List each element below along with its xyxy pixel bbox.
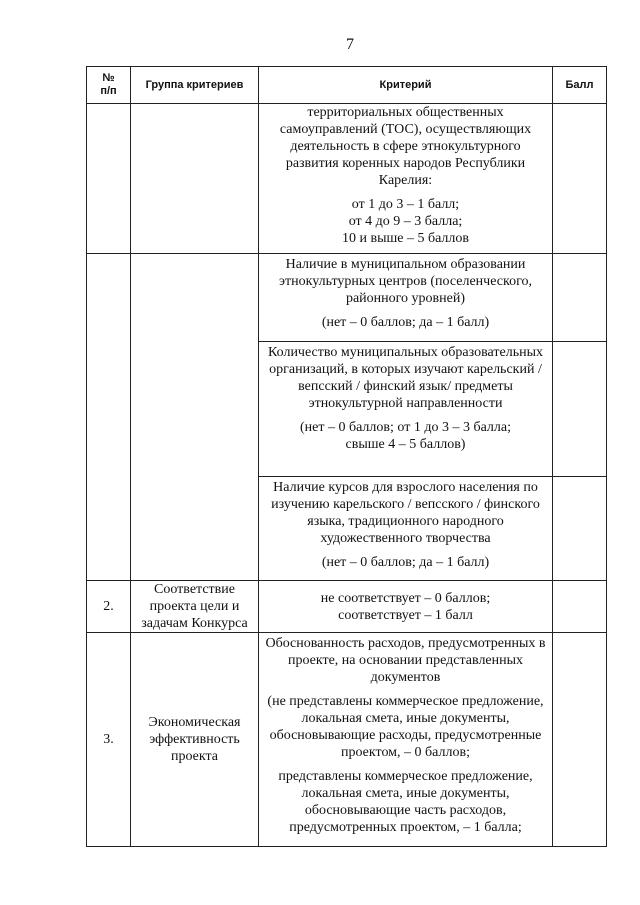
row-group-cell <box>131 254 259 581</box>
criteria-table <box>86 66 607 847</box>
row-score-cell <box>553 342 607 477</box>
header-number-label: № п/п <box>100 72 117 97</box>
criterion-scale: (нет – 0 баллов; да – 1 балл) <box>321 315 490 330</box>
row-criterion-cell <box>259 342 553 477</box>
criterion-text: Наличие в муниципальном образовании этнокультурных центров (поселенческого, районного уровней) <box>279 257 532 306</box>
row-criterion-cell <box>259 581 553 633</box>
table-row <box>87 633 607 847</box>
row-criterion-cell <box>259 254 553 342</box>
table-header-row <box>87 67 607 104</box>
criterion-scale: не соответствует – 0 баллов; соответствует – 1 балл <box>320 590 491 623</box>
criterion-scale-partial: представлены коммерческое предложение, локальная смета, иные документы, обосновывающие часть расходов, предусмотренных проектом, – 1 балла; <box>278 769 533 835</box>
table-row <box>87 254 607 342</box>
row-number-cell: 3. <box>87 633 131 847</box>
criterion-scale: от 1 до 3 – 1 балл; от 4 до 9 – 3 балла; 10 и выше – 5 баллов <box>341 197 470 246</box>
criterion-text: территориальных общественных самоуправлений (ТОС), осуществляющих деятельность в сфере этнокультурного развития коренных народов Республики Карелия: <box>279 105 532 188</box>
row-criterion-cell <box>259 633 553 847</box>
row-number-cell: 2. <box>87 581 131 633</box>
row-score-cell <box>553 104 607 254</box>
row-criterion-cell <box>259 477 553 581</box>
row-score-cell <box>553 254 607 342</box>
row-number-cell <box>87 254 131 581</box>
table-row <box>87 581 607 633</box>
criterion-text: Обоснованность расходов, предусмотренных в проекте, на основании представленных документов <box>265 636 546 685</box>
page-number: 7 <box>346 36 354 53</box>
criterion-scale: (нет – 0 баллов; от 1 до 3 – 3 балла; свыше 4 – 5 баллов) <box>299 420 511 452</box>
criterion-scale: (нет – 0 баллов; да – 1 балл) <box>321 555 490 570</box>
row-group-cell <box>131 104 259 254</box>
header-score: Балл <box>553 67 607 104</box>
header-group: Группа критериев <box>131 67 259 104</box>
row-score-cell <box>553 581 607 633</box>
criterion-text: Количество муниципальных образовательных организаций, в которых изучают карельский / вепсский / финский язык/ предметы этнокультурной направленности <box>268 345 543 411</box>
header-number <box>87 67 131 104</box>
row-group-cell: Экономическая эффективность проекта <box>131 633 259 847</box>
row-score-cell <box>553 633 607 847</box>
criterion-scale-none: (не представлены коммерческое предложение, локальная смета, иные документы, обосновывающие расходы, предусмотренные проектом, – 0 баллов; <box>267 694 544 760</box>
criterion-text: Наличие курсов для взрослого населения по изучению карельского / вепсского / финского языка, традиционного народного художественного творчества <box>271 480 540 546</box>
row-criterion-cell <box>259 104 553 254</box>
row-score-cell <box>553 477 607 581</box>
header-criterion: Критерий <box>259 67 553 104</box>
row-number-cell <box>87 104 131 254</box>
row-group-cell: Соответствие проекта цели и задачам Конкурса <box>131 581 259 633</box>
table-row <box>87 104 607 254</box>
